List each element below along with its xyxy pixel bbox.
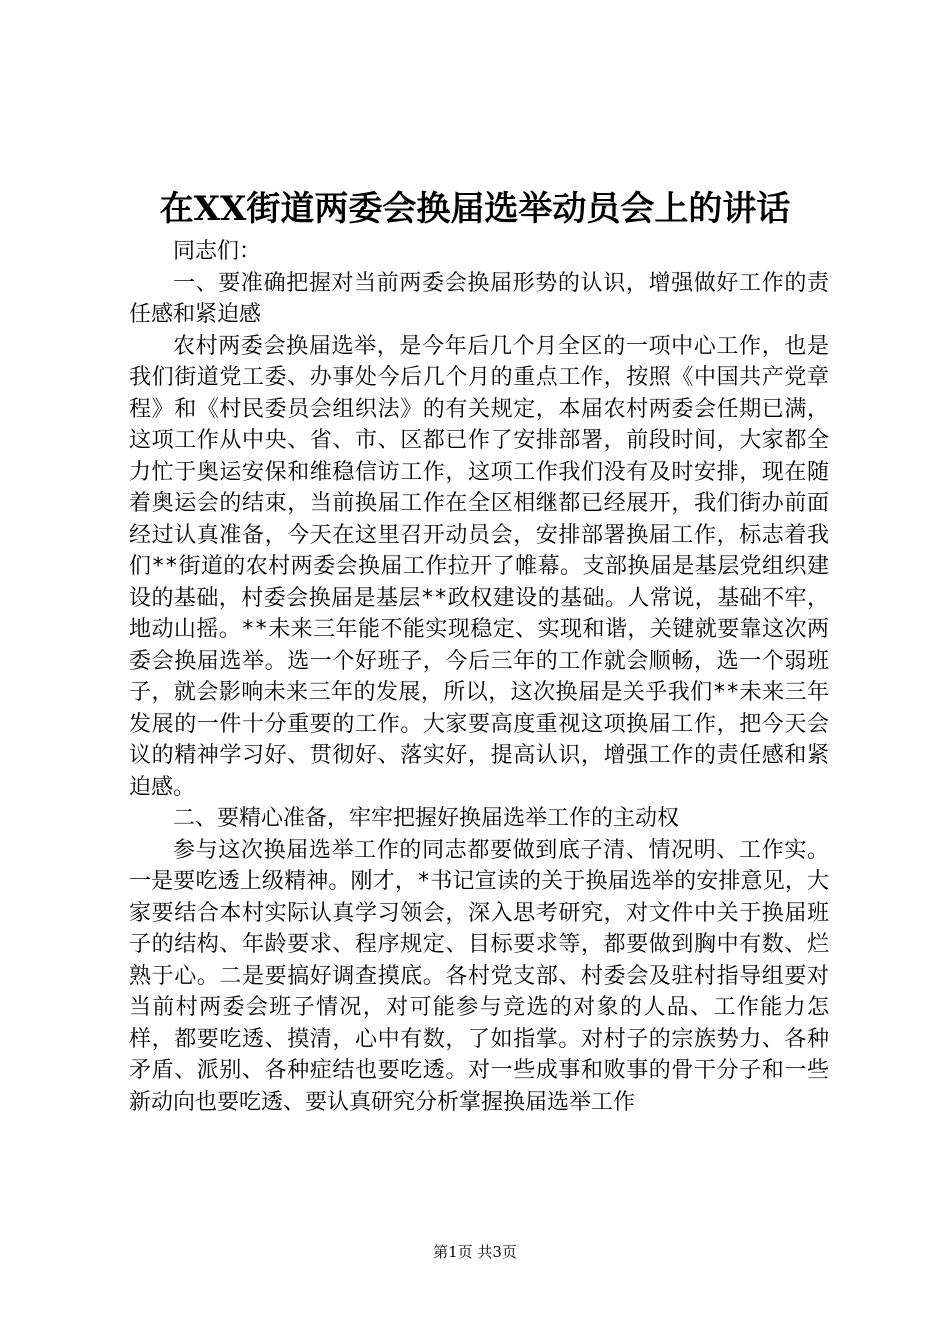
body-paragraph: 农村两委会换届选举，是今年后几个月全区的一项中心工作，也是我们街道党工委、办事处今后几个月的重点工作，按照《中国共产党章程》和《村民委员会组织法》的有关规定，本届农村两委会任期已满，这项工作从中央、省、市、区都已作了安排部署，前段时间，大家都全力忙于奥运安保和维稳信访工作，这项工作我们没有及时安排，现在随着奥运会的结束，当前换届工作在全区相继都已经展开，我们街办前面经过认真准备，今天在这里召开动员会，安排部署换届工作，标志着我们**街道的农村两委会换届工作拉开了帷幕。支部换届是基层党组织建设的基础，村委会换届是基层**政权建设的基础。人常说，基础不牢，地动山摇。**未来三年能不能实现稳定、实现和谐，关键就要靠这次两委会换届选举。选一个好班子，今后三年的工作就会顺畅，选一个弱班子，就会影响未来三年的发展，所以，这次换届是关乎我们**未来三年发展的一件十分重要的工作。大家要高度重视这项换届工作，把今天会议的精神学习好、贯彻好、落实好，提高认识，增强工作的责任感和紧迫感。 — [129, 333, 829, 800]
page-number-footer: 第1页 共3页 — [433, 1243, 517, 1261]
body-paragraph: 参与这次换届选举工作的同志都要做到底子清、情况明、工作实。一是要吃透上级精神。刚才，*书记宣读的关于换届选举的安排意见，大家要结合本村实际认真学习领会，深入思考研究，对文件中关于换届班子的结构、年龄要求、程序规定、目标要求等，都要做到胸中有数、烂熟于心。二是要搞好调查摸底。各村党支部、村委会及驻村指导组要对当前村两委会班子情况，对可能参与竞选的对象的人品、工作能力怎样，都要吃透、摸清，心中有数，了如指掌。对村子的宗族势力、各种矛盾、派别、各种症结也要吃透。对一些成事和败事的骨干分子和一些新动向也要吃透、要认真研究分析掌握换届选举工作 — [129, 837, 829, 1115]
salutation: 同志们： — [173, 239, 262, 264]
section-heading-2: 二、要精心准备，牢牢把握好换届选举工作的主动权 — [173, 806, 680, 831]
section-heading-1: 一、要准确把握对当前两委会换届形势的认识，增强做好工作的责任感和紧迫感 — [129, 270, 829, 327]
document-title: 在XX街道两委会换届选举动员会上的讲话 — [159, 189, 791, 229]
document-body — [129, 236, 829, 1118]
